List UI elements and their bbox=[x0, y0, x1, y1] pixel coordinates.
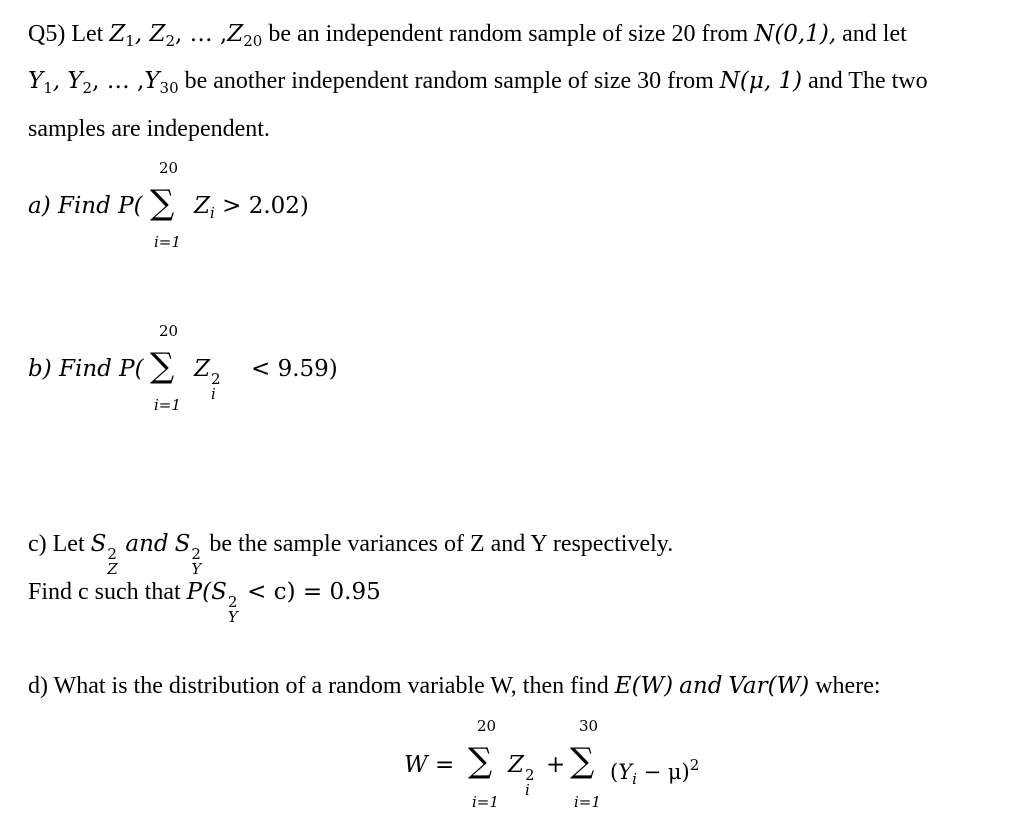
sample-description-2: be another independent random sample of size 30 from bbox=[184, 68, 714, 94]
expected-w: E(W) bbox=[614, 673, 674, 699]
part-b-rest: < 9.59) bbox=[251, 356, 338, 382]
part-c-line-1 bbox=[28, 529, 674, 578]
question-line-2 bbox=[28, 66, 928, 103]
w-sum-1-upper: 20 bbox=[477, 717, 497, 735]
question-line-1 bbox=[28, 19, 907, 56]
sigma-icon: ∑ bbox=[150, 346, 175, 386]
y-sequence: $Y_1$, $Y_2$, … $,Y_{30}$ bbox=[28, 68, 179, 97]
w-sum-2-lower: i=1 bbox=[574, 793, 601, 811]
part-c-lead: c) Let bbox=[28, 531, 85, 557]
and-let-text: and let bbox=[842, 21, 907, 47]
w-summation-1 bbox=[468, 714, 508, 814]
w-sum-2-upper: 30 bbox=[579, 717, 599, 735]
part-b-prefix: b) Find P( bbox=[28, 356, 144, 382]
part-d-text: d) What is the distribution of a random variable W, then find bbox=[28, 673, 609, 699]
part-b-term: Z 2 i bbox=[194, 356, 221, 403]
w-summation-2 bbox=[570, 714, 610, 814]
part-a-prefix: a) Find P( bbox=[28, 193, 143, 219]
w-equals: W = bbox=[404, 752, 455, 778]
sy-squared: S 2 Y bbox=[174, 531, 202, 578]
part-d-and: and bbox=[679, 673, 723, 699]
part-a-lower-limit: i=1 bbox=[154, 233, 181, 251]
and-the-two-text: and The two bbox=[808, 68, 928, 94]
question-label: Q5) Let bbox=[28, 21, 104, 47]
part-a-term: $Z_i > 2.02$) bbox=[194, 193, 309, 222]
sigma-icon: ∑ bbox=[150, 183, 175, 223]
part-d-where: where: bbox=[815, 673, 881, 699]
normal-dist-1: N(0,1), bbox=[754, 21, 837, 47]
part-c-line-2 bbox=[28, 577, 381, 626]
sample-description-1: be an independent random sample of size 20 from bbox=[268, 21, 749, 47]
part-b-lower-limit: i=1 bbox=[154, 396, 181, 414]
part-d-line bbox=[28, 671, 881, 701]
part-b-upper-limit: 20 bbox=[159, 322, 179, 340]
question-line-3: samples are independent. bbox=[28, 116, 270, 142]
sigma-icon: ∑ bbox=[570, 741, 595, 781]
part-c-and: and bbox=[125, 531, 169, 557]
part-a-upper-limit: 20 bbox=[159, 159, 179, 177]
part-c-probability: P(S 2 Y < c) = 0.95 bbox=[186, 579, 381, 626]
w-plus: + bbox=[546, 752, 566, 778]
w-term-2: $(Y_i - \mu)^2$ bbox=[610, 756, 700, 788]
w-term-1: Z 2 i bbox=[508, 752, 535, 799]
sigma-icon: ∑ bbox=[468, 741, 493, 781]
normal-dist-2: N(μ, 1) bbox=[719, 68, 803, 94]
part-c-find: Find c such that bbox=[28, 579, 181, 605]
part-b-summation bbox=[150, 319, 190, 415]
variance-w: Var(W) bbox=[728, 673, 810, 699]
sz-squared: S 2 Z bbox=[90, 531, 118, 578]
part-c-tail: be the sample variances of Z and Y respectively. bbox=[209, 531, 674, 557]
w-sum-1-lower: i=1 bbox=[472, 793, 499, 811]
part-a-summation bbox=[150, 156, 190, 252]
z-sequence: $Z_1$, $Z_2$, … $,Z_{20}$ bbox=[109, 21, 263, 50]
